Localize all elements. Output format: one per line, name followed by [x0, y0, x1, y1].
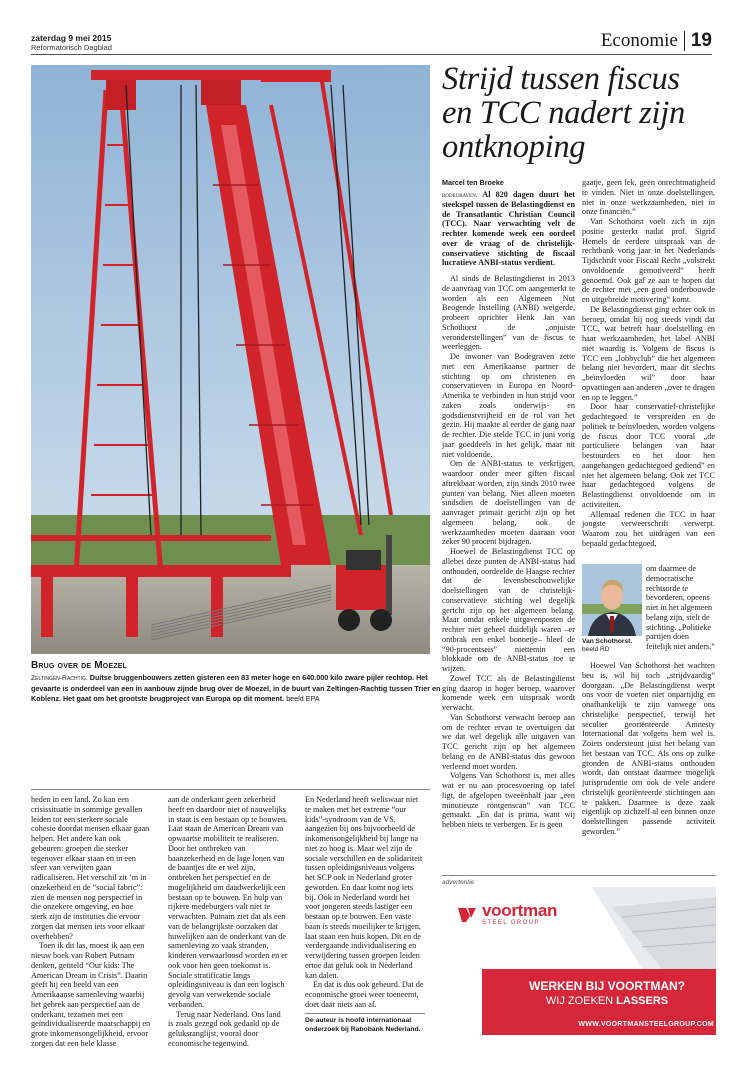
brand-subtitle: STEEL GROUP	[482, 920, 540, 926]
lower-article-column-3	[305, 795, 425, 1034]
caption-title: Brug over de Moezel	[31, 660, 128, 671]
voortman-advertisement[interactable]	[442, 887, 716, 1035]
paragraph: Terug naar Nederland. Ons land is zoals gezegd ook gedaald op de geluksranglijst, vooral door economische tegenwind.	[168, 1009, 281, 1048]
paragraph: aan de onderkant geen zekerheid heeft en daardoor niet of nauwelijks in staat is een bestaan op te bouwen. Laat staan de American Dream van opwaartse mobiliteit te realiseren. Door het ontbreken van baanzekerheid en de lage lonen van de baantjes die er wel zijn, ontbreken het perspectief en de mogelijkheid om daadwerkelijk een bestaan op te bouwen. En hulp van rijkere medeburgers valt niet te verwachten. Putnam ziet dat als een van de belangrijkste oorzaken dat huwelijken aan de onderkant van de samenleving zo vaak stranden, kinderen verwaarloosd worden en er ook voor hen geen toekomst is. Sociale stratificatie langs opleidingsniveau is dan een logisch gevolg van verwekende sociale verbanden.	[168, 795, 288, 1009]
caption-lead: Duitse bruggenbouwers zetten gisteren een 83 meter hoge en 640.000 kilo zware pijler rechtop. Het gevaarte is onderdeel van een in aanbouw zijnde brug over de Moezel, in de buurt van Zeltingen-Rachtig tussen Trier en Koblenz. Het gaat om het grootste brugproject van Europa op dit moment.	[31, 673, 441, 703]
paragraph: Al sinds de Belastingdienst in 2013 de aanvraag van TCC om aangemerkt te worden als een Algemeen Nut Beogende Instelling (ANBI) weigerde, probeert oprichter Henk Jan van Schothorst de „onjuiste veronderstellingen” van de fiscus te weerleggen.	[442, 274, 575, 352]
portrait-caption	[582, 638, 642, 654]
intro-text: Al 820 dagen duurt het steekspel tussen de Belastingdienst en de Transatlantic Christian Council (TCC). Naar verwachting velt de rechter komende week een oordeel over de vraag of de christelijk-conservatieve stichting de fiscaal lucratieve ANBI-status verdient.	[442, 190, 575, 268]
bridge-photo	[31, 65, 430, 654]
lower-article-column-1	[31, 795, 151, 1049]
paragraph: Allemaal redenen die TCC in haar jongste verweerschrift verwerpt. Waarom zou het uitdragen van een bepaald gedachtegoed,	[582, 509, 715, 548]
portrait-wrap-text: om daarmee de democratische rechtsorde te bevorderen, opeens niet in het algemeen belang zijn, stelt de stichting. „Politieke partijen doen feitelijk niet anders.”	[646, 564, 715, 651]
paragraph: De Belastingdienst ging echter ook in beroep, omdat hij nog steeds vindt dat TCC, wat betreft haar doelstelling en haar werkzaamheden, het label ANBI niet waardig is. Volgens de fiscus is TCC een „lobbyclub” die het algemeen belang niet bevordert, maar dit slechts „beïnvloeden wil” door haar opvattingen aan anderen „over te dragen en op te leggen.”	[582, 304, 715, 402]
author-note: De auteur is hoofd internationaal onderzoek bij Rabobank Nederland.	[305, 1016, 421, 1033]
article-column-1	[442, 190, 575, 830]
ad-subheadline	[502, 995, 712, 1008]
paragraph: Volgens Van Schothorst is, met alles wat er nu aan procesvoering op tafel ligt, de afgelopen tweeënhalf jaar „een minutieuze röntgenscan” van TCC gemaakt. „En dat is prima, want wij hebben niets te verbergen. Er is geen	[442, 771, 575, 829]
lower-article-column-2	[168, 795, 288, 1049]
portrait-name: Van Schothorst.	[582, 638, 633, 645]
article-column-2	[582, 178, 715, 549]
masthead-divider	[684, 31, 685, 51]
article-intro	[442, 190, 575, 268]
paragraph: Van Schothorst voelt zich in zijn positie gesterkt nadat prof. Sigrid Hemels de eerdere uitspraak van de rechtbank vorig jaar in het Nederlands Tijdschrift voor Fiscaal Recht „volstrekt onvoldoende gemotiveerd” heeft genoemd. Ook gaf ze aan te hopen dat de rechter met „een goed onderbouwde en uitgebreide motivering” komt.	[582, 217, 715, 304]
article-byline: Marcel ten Broeke	[442, 178, 504, 187]
paragraph: Door haar conservatief-christelijke gedachtegoed te verspreiden en de politiek te beïnvloeden, worden volgens de fiscus door TCC vooral „de particuliere belangen van haar bestuurders en het door hen aangehangen gedachtegoed gediend” en niet het algemeen belang. Ook zet TCC haar gedachtegoed volgens de Belastingdienst onvoldoende om in activiteiten.	[582, 402, 715, 509]
ad-sub-bold: LASSERS	[616, 995, 669, 1007]
portrait-photo	[582, 564, 642, 636]
voortman-logo-icon	[456, 904, 478, 926]
caption-credit: beeld EPA	[286, 693, 320, 703]
paragraph: Van Schothorst verwacht beroep aan om de rechter ervan te overtuigen dat we dat wel degelijk alle uitgaven van TCC gericht zijn op het algemeen belang en de ANBI-status dus gewoon verleend moet worden.	[442, 712, 575, 771]
newspaper-name: Reformatorisch Dagblad	[31, 43, 112, 52]
paragraph: Zowel TCC als de Belastingdienst ging daarop in hoger beroep, waarover komende week een uitspraak wordt verwacht.	[442, 673, 575, 712]
ad-divider	[442, 875, 716, 876]
paragraph: gaatje, geen lek, geen onrechtmatigheid te vinden. Niet in onze doelstellingen, niet in onze werkzaamheden, niet in onze financiën.”	[582, 178, 715, 217]
ad-sub-prefix: WIJ ZOEKEN	[545, 995, 617, 1007]
ad-headline: WERKEN BIJ VOORTMAN?	[529, 979, 685, 993]
article-column-2-bottom	[582, 661, 715, 837]
caption-text	[31, 673, 441, 703]
paragraph: Hoewel Van Schothorst het wachten beu is, wil hij toch „strijdvaardig” doorgaan. „De Belastingdienst werpt ons voor de voeten niet onpartijdig en onafhankelijk te zijn vanwege ons christelijke perspectief, terwijl het seculier georiënteerde Amnesty International dat volgens hem wel is. Zoiets ondersteunt juist het belang van het bestaan van TCC. Als ons op zulke gronden de ANBI-status onthouden wordt, dan ontstaat daarmee mogelijk jurisprudentie om ook de vele andere christelijk georiënteerde stichtingen aan te pakken. Daarmee is deze zaak eigenlijk op zichzelf al een binnen onze doelstellingen passende activiteit geworden.”	[582, 661, 715, 836]
issue-date: zaterdag 9 mei 2015	[31, 33, 112, 43]
masthead-right	[601, 30, 712, 52]
masthead-left	[31, 33, 112, 52]
paragraph: Om de ANBI-status te verkrijgen, waardoor onder meer giften fiscaal aftrekbaar worden, zijn sinds 2010 twee punten van belang. Niet alleen moeten sindsdien de doelstellingen van de aanvrager primair gericht zijn op het algemeen belang, ook de werkzaamheden moeten daaraan voor zeker 90 procent bijdragen.	[442, 459, 575, 547]
paragraph: Hoewel de Belastingdienst TCC op allebei deze punten de ANBI-status had onthouden, oordeelde de Haagse rechter dat de levensbeschouwelijke doelstellingen van de christelijk-conservatieve stichting wel degelijk gericht zijn op het algemeen belang. Maar omdat enkele uitgavenposten de rechter niet geheel duidelijk waren –er ontbrak een enkel bonnetje– bleef de “90-procentseis” niettemin een blokkade om de ANBI-status toe te wijzen.	[442, 547, 575, 673]
paragraph: En Nederland heeft weliswaar niet te maken met het extreme “our kids”-syndroom van de VS, aangezien bij ons bijvoorbeeld de inkomensongelijkheid bij lange na niet zo hoog is. Maar wel zijn de sociale verschillen en de solidariteit tussen opleidingsniveaus volgens het SCP ook in Nederland groter geworden. En daar komt nog iets bij. Ook in Nederland wordt het voor jongeren steeds lastiger een bestaan op te bouwen. Een vaste baan is steeds moeilijker te krijgen, laat staan een huis kopen. Dit en de verdergaande individualisering en verwijdering tussen groepen leiden ertoe dat geluk ook in Nederland kan dalen.	[305, 795, 423, 980]
paragraph: Toen ik dit las, moest ik aan een nieuw boek van Robert Putnam denken, getiteld “Our kids: The American Dream in Crisis”. Daarin geeft hij een beeld van een Amerikaanse samenleving waarbij het gebrek aan perspectief aan de onderkant, tezamen met een geïndividualiseerde maatschappij en grote inkomensongelijkheid, ervoor zorgen dat een hele klasse	[31, 941, 151, 1048]
brand-name: voortman	[482, 901, 558, 920]
masthead-rule	[31, 54, 712, 55]
photo-caption	[31, 660, 441, 703]
paragraph: heden in een land. Zo kan een crisissituatie in sommige gevallen leiden tot een sterkere sociale cohesie doordat mensen elkaar gaan helpen. Het andere kan ook gebeuren: groepen die sterker tegenover elkaar staan en in een sfeer van verwijten gaan radicaliseren. Het verschil zit ’m in onzekerheid en de “social fabric”: zien de mensen nog perspectief in die onzekere omgeving, en hoe sterk zijn de instituties die ervoor zorgen dat mensen iets voor elkaar overhebben?	[31, 795, 150, 941]
brand-text	[482, 903, 557, 927]
paragraph: En dat is dus ook gebeurd. Dat de economische groei weer toeneemt, doet daar niets aan af.	[305, 980, 424, 1009]
section-divider	[31, 789, 430, 790]
dateline: bodegraven.	[442, 190, 478, 199]
ad-url-link[interactable]: WWW.VOORTMANSTEELGROUP.COM	[578, 1021, 714, 1028]
article-headline: Strijd tussen fiscus en TCC nadert zijn ontknoping	[442, 61, 685, 165]
section-title: Economie	[600, 30, 678, 51]
page-number: 19	[690, 30, 712, 51]
caption-location: Zeltingen-Rachtig.	[31, 675, 88, 682]
ad-label: advertentie	[442, 879, 475, 886]
author-divider	[305, 1013, 425, 1014]
voortman-logo	[456, 903, 557, 927]
paragraph: De inwoner van Bodegraven zette met een Amerikaanse partner de stichting op om christenen en conservatieven in Europa en Noord-Amerika te verbinden in hun strijd voor zaken zoals onderwijs- en godsdienstvrijheid en de rol van het gezin. Hij maakte al eerder de gang naar de rechter. Die stelde TCC in juni vorig jaar goeddeels in het gelijk, maar nit niet voldoende.	[442, 352, 575, 459]
portrait-credit: beeld RD	[582, 646, 610, 653]
portrait-block	[582, 564, 642, 654]
